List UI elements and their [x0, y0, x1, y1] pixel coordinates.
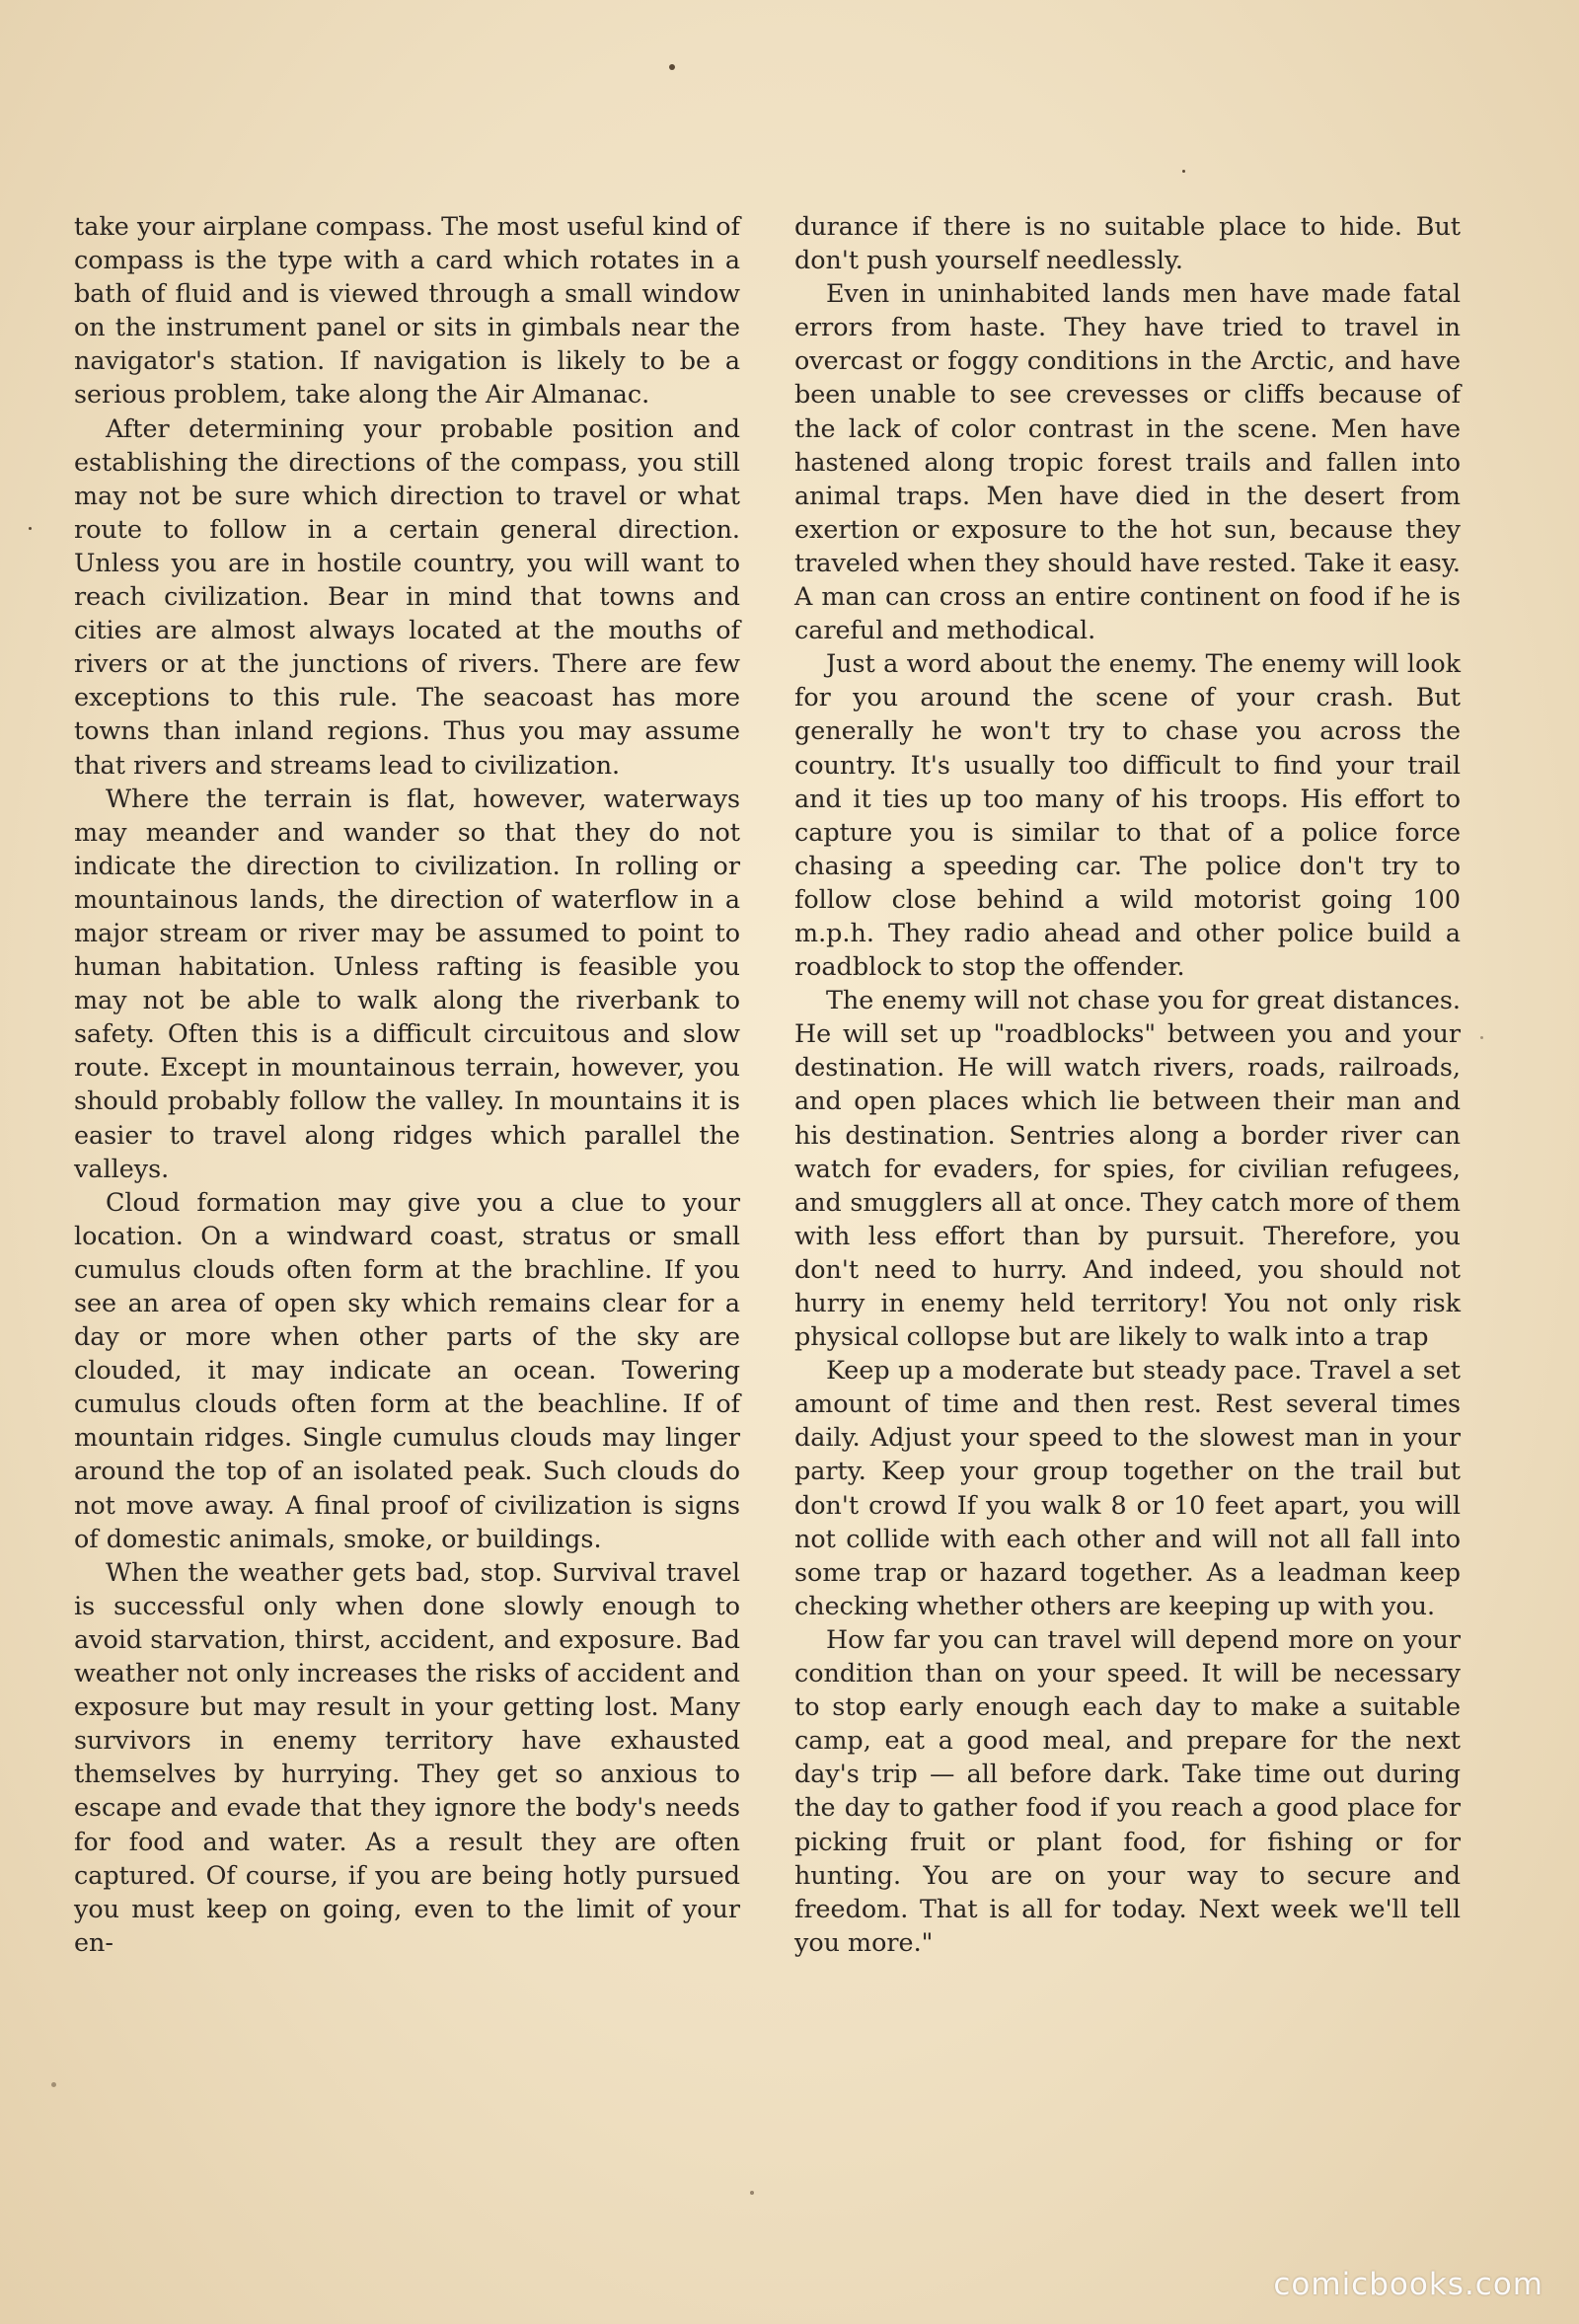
paragraph: Where the terrain is flat, however, waterways may meander and wander so that they do not indicate the direction to civilization. In rolling or mountainous lands, the direction of waterflow in a major stream or river may be assumed to point to human habitation. Unless rafting is feasible you may not be able to walk along the riverbank to safety. Often this is a difficult circuitous and slow route. Except in mountainous terrain, however, you should probably follow the valley. In mountains it is easier to travel along ridges which parallel the valleys. [74, 783, 740, 1183]
paragraph: After determining your probable position and establishing the directions of the compass, you still may not be sure which direction to travel or what route to follow in a certain general direction. Unless you are in hostile country, you will want to reach civilization. Bear in mind that towns and cities are almost always located at the mouths of rivers or at the junctions of rivers. There are few exceptions to this rule. The seacoast has more towns than inland regions. Thus you may assume that rivers and streams lead to civilization. [74, 412, 740, 780]
ink-speck [29, 527, 32, 530]
paragraph: Keep up a moderate but steady pace. Travel a set amount of time and then rest. Rest several times daily. Adjust your speed to the slowest man in your party. Keep your group together on the trail but don't crowd If you walk 8 or 10 feet apart, you will not collide with each other and will not all fall into some trap or hazard together. As a leadman keep checking whether others are keeping up with you. [794, 1355, 1461, 1620]
paragraph: Even in uninhabited lands men have made fatal errors from haste. They have tried to travel in overcast or foggy conditions in the Arctic, and have been unable to see crevesses or cliffs because of the lack of color contrast in the scene. Men have hastened along tropic forest trails and fallen into animal traps. Men have died in the desert from exertion or exposure to the hot sun, because they traveled when they should have rested. Take it easy. A man can cross an entire continent on food if he is careful and methodical. [794, 278, 1461, 645]
ink-speck [1182, 170, 1185, 173]
right-text-column [794, 209, 1461, 1959]
paragraph: Just a word about the enemy. The enemy will look for you around the scene of your crash. But generally he won't try to chase you across the country. It's usually too difficult to find your trail and it ties up too many of his troops. His effort to capture you is similar to that of a police force chasing a speeding car. The police don't try to follow close behind a wild motorist going 100 m.p.h. They radio ahead and other police build a roadblock to stop the offender. [794, 648, 1461, 982]
ink-speck [51, 2082, 56, 2087]
paragraph: The enemy will not chase you for great distances. He will set up "roadblocks" between you and your destination. He will watch rivers, roads, railroads, and open places which lie between their man and his destination. Sentries along a border river can watch for evaders, for spies, for civilian refugees, and smugglers all at once. They catch more of them with less effort than by pursuit. Therefore, you don't need to hurry. And indeed, you should not hurry in enemy held territory! You not only risk physical collopse but are likely to walk into a trap [794, 985, 1461, 1352]
paragraph: How far you can travel will depend more on your condition than on your speed. It will be necessary to stop early enough each day to make a suitable camp, eat a good meal, and prepare for the next day's trip — all before dark. Take time out during the day to gather food if you reach a good place for picking fruit or plant food, for fishing or for hunting. You are on your way to secure and freedom. That is all for today. Next week we'll tell you more." [794, 1623, 1461, 1957]
ink-speck [669, 64, 675, 70]
site-watermark: comicbooks.com [1273, 2267, 1543, 2302]
ink-speck [750, 2191, 754, 2195]
paragraph: Cloud formation may give you a clue to your location. On a windward coast, stratus or small cumulus clouds often form at the brachline. If you see an area of open sky which remains clear for a day or more when other parts of the sky are clouded, it may indicate an ocean. Towering cumulus clouds often form at the beachline. If of mountain ridges. Single cumulus clouds may linger around the top of an isolated peak. Such clouds do not move away. A final proof of civilization is signs of domestic animals, smoke, or buildings. [74, 1186, 740, 1553]
left-text-column [74, 209, 740, 1959]
paragraph: take your airplane compass. The most useful kind of compass is the type with a card which rotates in a bath of fluid and is viewed through a small window on the instrument panel or sits in gimbals near the navigator's station. If navigation is likely to be a serious problem, take along the Air Almanac. [74, 211, 740, 410]
paragraph: When the weather gets bad, stop. Survival travel is successful only when done slowly enough to avoid starvation, thirst, accident, and exposure. Bad weather not only increases the risks of accident and exposure but may result in your getting lost. Many survivors in enemy territory have exhausted themselves by hurrying. They get so anxious to escape and evade that they ignore the body's needs for food and water. As a result they are often captured. Of course, if you are being hotly pursued you must keep on going, even to the limit of your en- [74, 1556, 740, 1957]
ink-speck [1480, 1036, 1483, 1039]
paragraph: durance if there is no suitable place to hide. But don't push yourself needlessly. [794, 211, 1461, 275]
